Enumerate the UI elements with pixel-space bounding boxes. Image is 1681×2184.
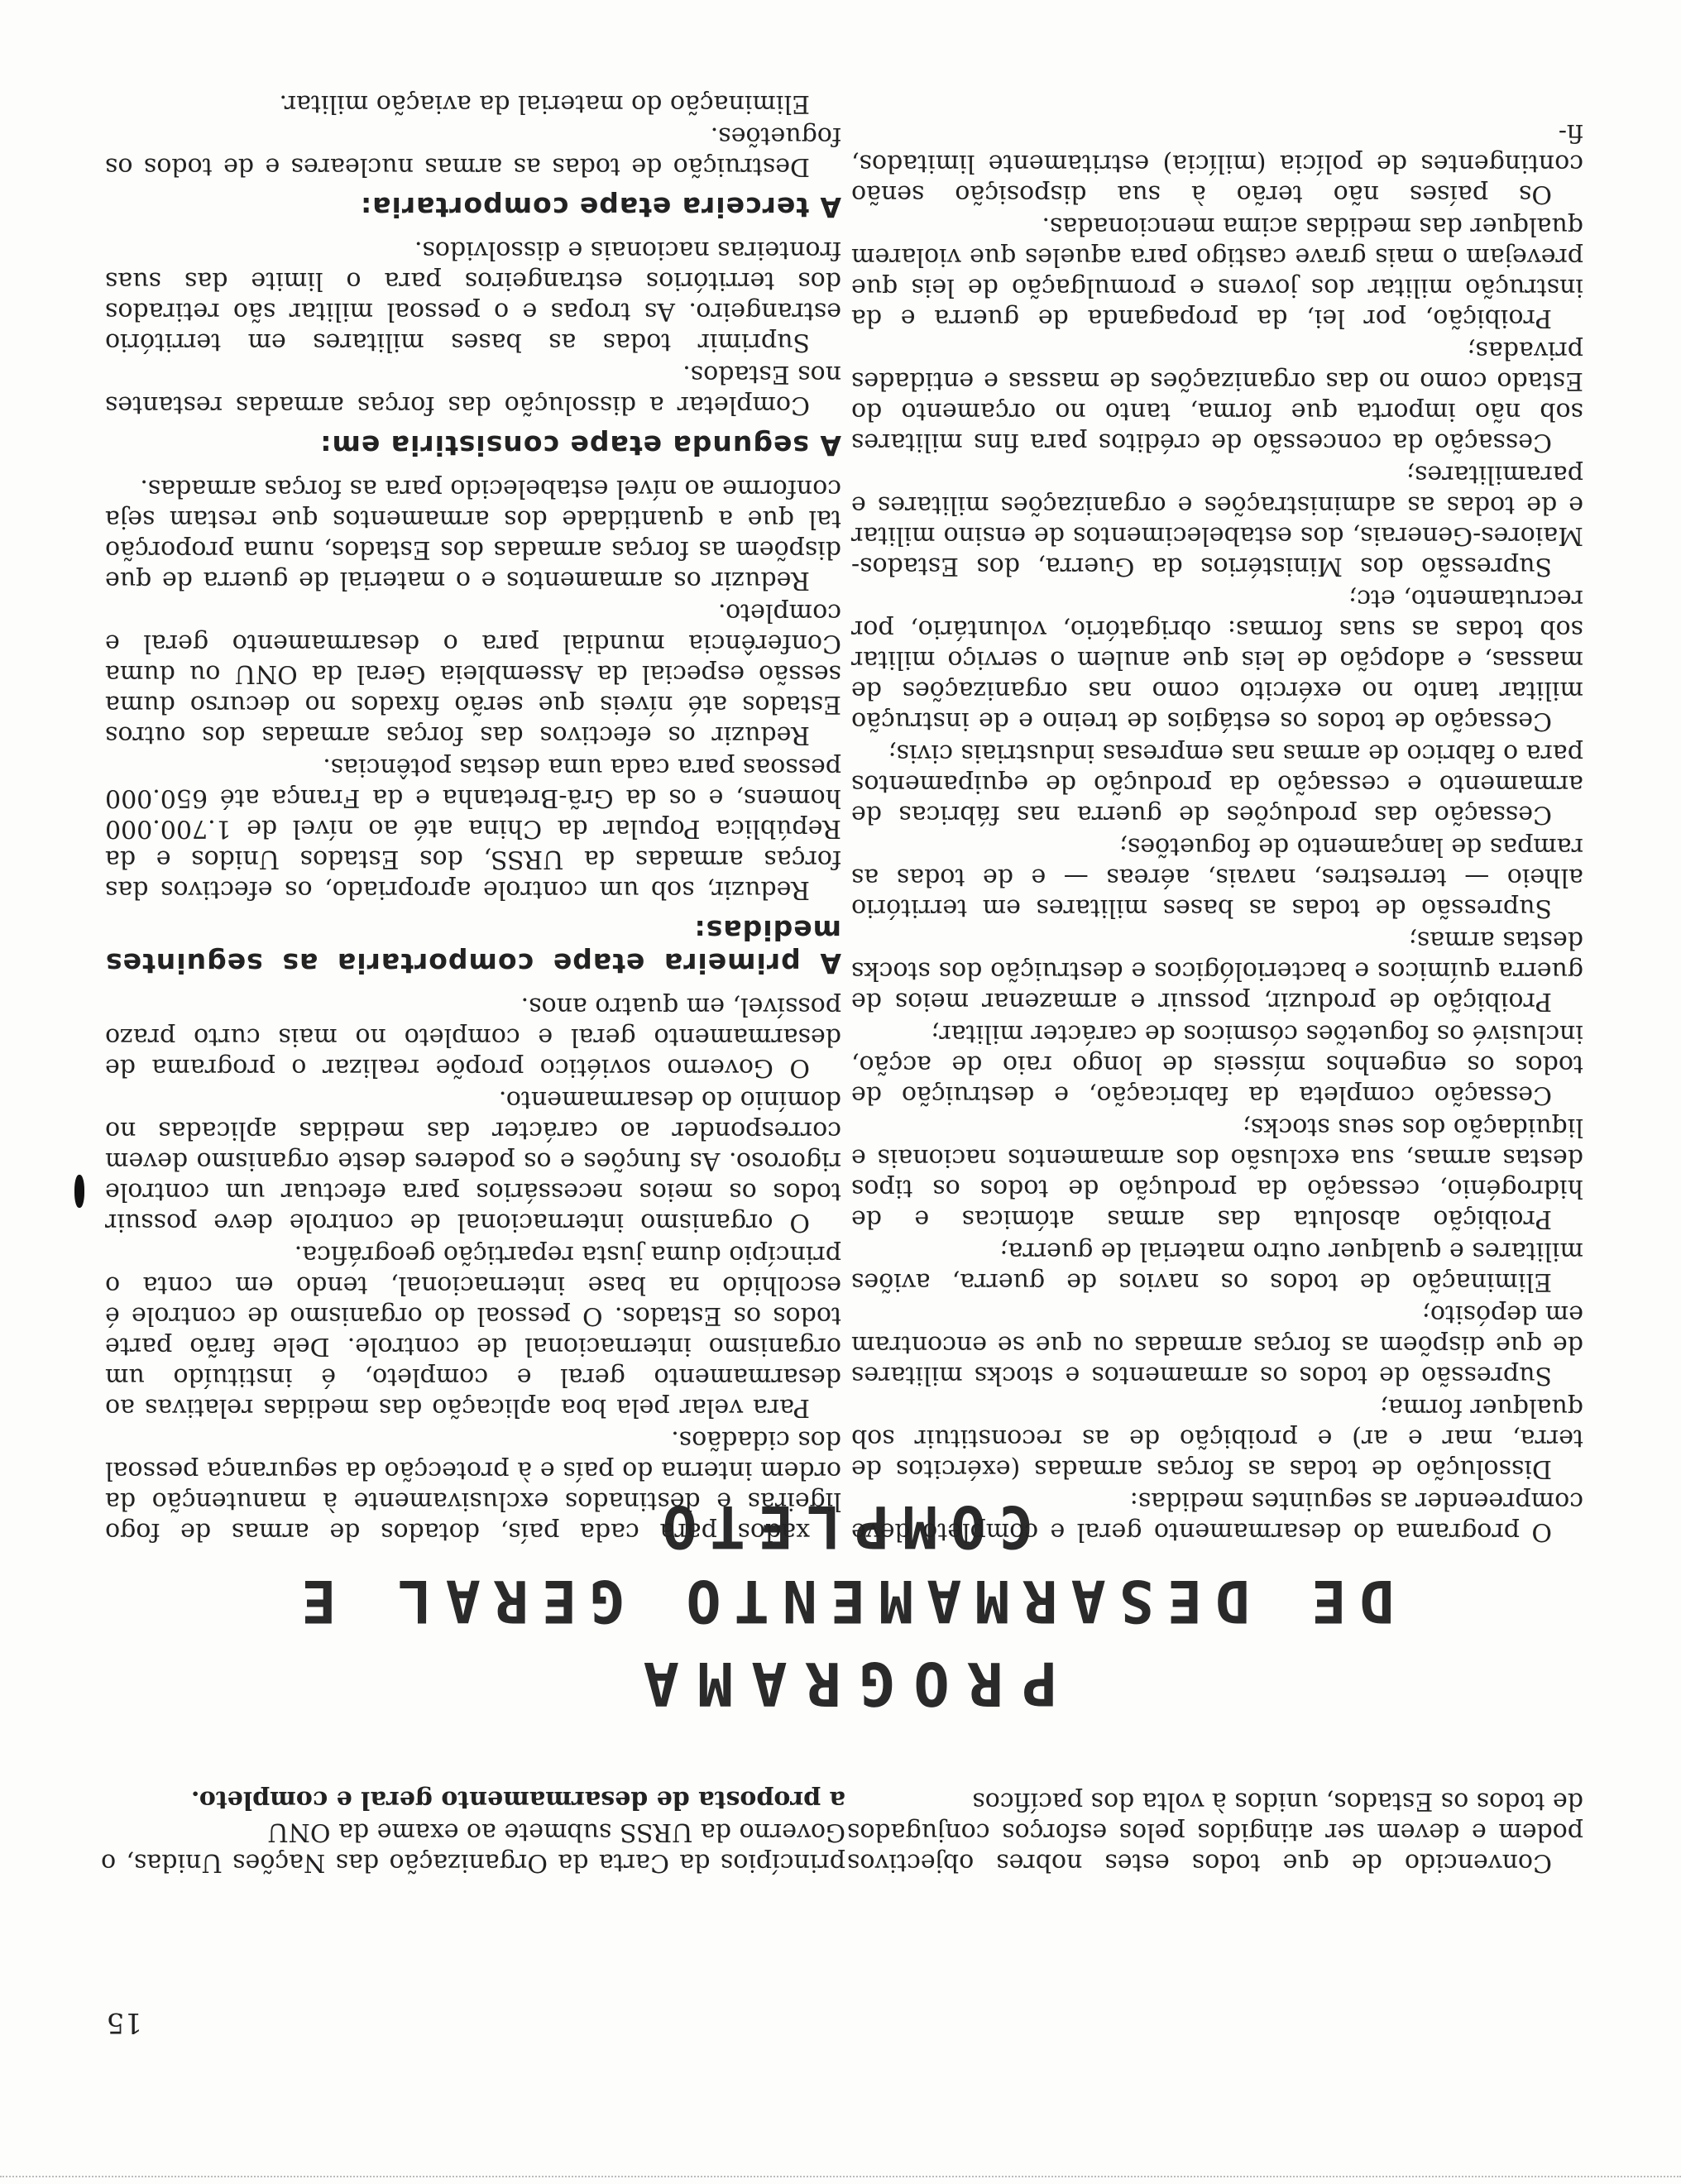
paragraph: O Governo soviético propõe realizar o programa de desarmamento geral e completo no mais curto prazo possível, em quatro anos. [105, 992, 841, 1082]
paragraph: Supressão de todos os armamentos e stocks militares de que dispõem as forças armadas ou que se encontram em depósito; [851, 1300, 1583, 1390]
paragraph: Supressão dos Ministérios da Guerra, dos Estados-Maiores-Generais, dos estabelecimentos de ensino militar e de todas as administrações e organizações militares e paramilitares; [851, 460, 1583, 581]
third-stage-measures [105, 89, 841, 182]
paragraph: Cessação completa da fabricação, e destruição de todos os engenhos mísseis de longo raio de acção, inclusivé os foguetões cósmicos de carácter militar; [851, 1019, 1583, 1109]
heading-second-stage: A segunda etape consistiria em: [319, 429, 841, 462]
left-column [851, 116, 1583, 1547]
right-column-intro [105, 991, 841, 1547]
first-stage-measures [105, 473, 841, 905]
paragraph: Suprimir todas as bases militares em território estrangeiro. As tropas e o pessoal militar são retirados dos territórios estrangeiros para o limite das suas fronteiras nacionais e dissolvidos. [105, 236, 841, 357]
paragraph: Cessação da concessão de créditos para fins militares sob não importa que forma, tanto no orçamento do Estado como no das organizações de massas e entidades privadas; [851, 336, 1583, 457]
paragraph: Cessação das produções de guerra nas fábricas de armamento e cessação da produção de equipamentos para o fabrico de armas nas empresas industriais civis; [851, 739, 1583, 829]
title-line-2: DE DESARMAMENTO GERAL E COMPLETO [288, 1492, 1395, 1635]
paragraph: Proibição absoluta das armas atómicas e de hidrogénio, cessação da produção de todos os tipos destas armas, sua exclusão dos armamentos nacionais e liquidação dos seus stocks; [851, 1113, 1583, 1233]
paragraph: Completar a dissolução das forças armadas restantes nos Estados. [105, 360, 841, 419]
paragraph: Reduzir os armamentos e o material de guerra de que dispõem as forças armadas dos Estados, numa proporção tal que a quantidade dos armamentos que restam seja conforme ao nível estabelecido para as forças armadas. [105, 474, 841, 595]
paragraph: Proibição, por lei, da propaganda de guerra e da instrução militar dos jovens e promulgação de leis que prevejam o mais grave castigo para aqueles que violarem qualquer das medidas acima mencionadas. [851, 212, 1583, 333]
paragraph: Proibição de produzir, possuir e armazenar meios de guerra químicos e bacteriológicos e destruição dos stocks destas armas; [851, 926, 1583, 1016]
paragraph: Destruição de todas as armas nucleares e de todos os foguetões. [105, 122, 841, 181]
paragraph: Cessação de todos os estágios de treino e de instrução militar tanto no exército como nas organizações de massas, e adopção de leis que anulem o serviço militar sob todas as suas formas: obrigatório, voluntário, por recrutamento, etc; [851, 584, 1583, 735]
intro-left [847, 1784, 1583, 1878]
heading-first-stage: A primeira etape comportaria as seguintes medidas: [105, 914, 841, 979]
intro-right-bold: a proposta de desarmamento geral e completo. [190, 1785, 845, 1814]
paragraph: Eliminação de todos os navios de guerra, aviões militares e qualquer outro material de guerra; [851, 1237, 1583, 1296]
paragraph: Os países não terão à sua disposição senão contingentes de polícia (milícia) estritamente limitados, fi- [851, 118, 1583, 208]
paragraph: xados para cada país, dotados de armas de fogo ligeiras e destinados exclusivamente à manutenção da ordem interna do país e à protecção da segurança pessoal dos cidadãos. [105, 1425, 841, 1546]
paragraph: Para velar pela boa aplicação das medidas relativas ao desarmamento geral e completo, é instituído um organismo internacional de controle. Dele farão parte todos os Estados. O pessoal do organismo de controle é escolhido na base internacional, tendo em conta o princípio duma justa repartição geográfica. [105, 1240, 841, 1422]
second-stage-measures [105, 235, 841, 420]
paragraph: O programa do desarmamento geral e completo deve compreender as seguintes medidas: [851, 1487, 1583, 1546]
intro-right-text: princípios da Carta da Organização das Nações Unidas, o Governo da URSS submete ao exame da ONU [101, 1818, 845, 1877]
paragraph: Reduzir, sob um controle apropriado, os efectivos das forças armadas da URSS, dos Estados Unidos e da República Popular da China até ao nível de 1.700.000 homens, e os da Grã-Bretanha e da França até 650.000 pessoas para cada uma destas potências. [105, 753, 841, 904]
ink-blot [74, 1175, 84, 1208]
paragraph: Reduzir os efectivos das forças armadas dos outros Estados até níveis que serão fixados no decurso duma sessão especial da Assembleia Geral da ONU ou duma Conferência mundial para o desarmamento geral e completo. [105, 598, 841, 750]
right-column [105, 87, 841, 1547]
paragraph: Eliminação do material da aviação militar. [279, 89, 810, 118]
intro-left-text: Convencido de que todos estes nobres objectivos podem e devem ser atingidos pelos esforços conjugados de todos os Estados, unidos à volta dos pacíficos [847, 1787, 1583, 1877]
intro-right [101, 1783, 845, 1878]
heading-third-stage: A terceira etape comportaria: [360, 191, 841, 223]
paragraph: Dissolução de todas as forças armadas (exércitos de terra, mar e ar) e proibição de as reconstituir sob qualquer forma; [851, 1393, 1583, 1483]
page-number: 15 [106, 2006, 142, 2039]
scan-border [0, 2176, 1681, 2184]
title-line-1: PROGRAMA [625, 1649, 1058, 1718]
paragraph: O organismo internacional de controle deve possuir todos os meios necessários para efectuar um controle rigoroso. As funções e os poderes deste organismo devem corresponder ao carácter das medidas aplicadas no domínio do desarmamento. [105, 1085, 841, 1237]
paragraph: Supressão de todas as bases militares em território alheio — terrestres, navais, aéreas — e de todas as rampas de lançamento de foguetões; [851, 832, 1583, 922]
